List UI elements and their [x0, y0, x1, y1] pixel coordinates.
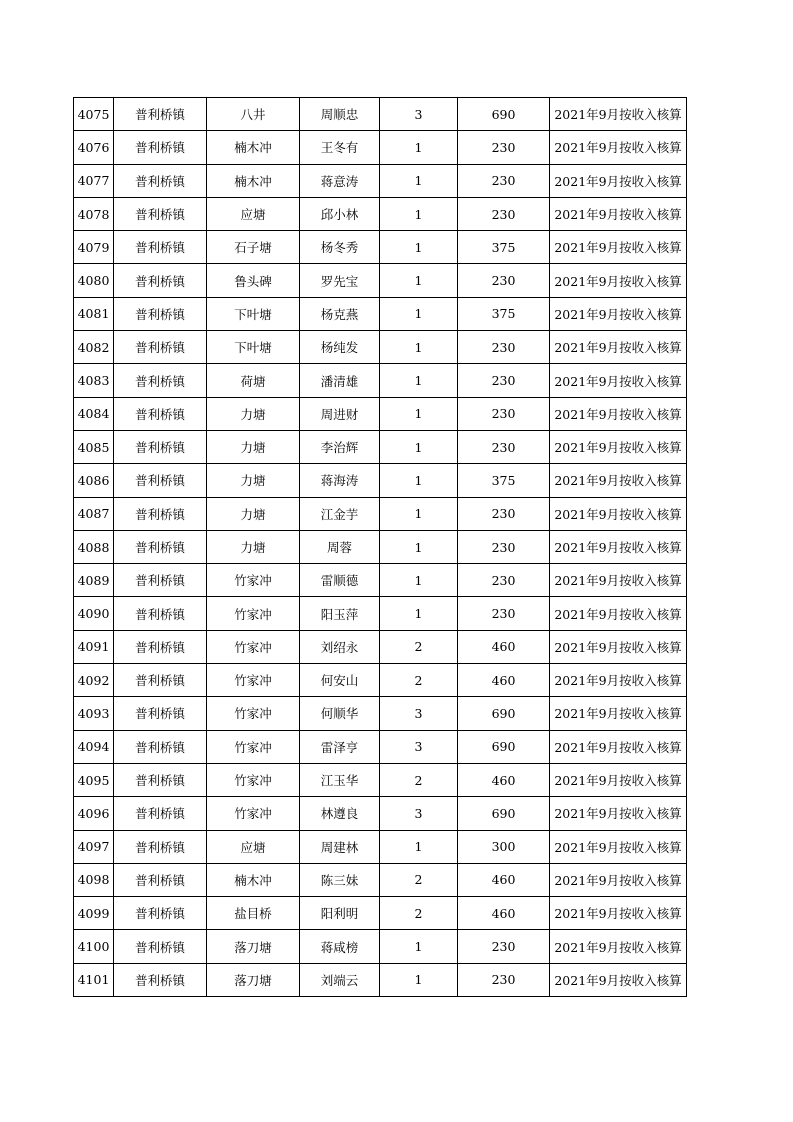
town-cell: 普利桥镇: [114, 297, 207, 330]
name-cell: 蒋意涛: [300, 164, 380, 197]
note-cell: 2021年9月按收入核算: [550, 730, 687, 763]
note-cell: 2021年9月按收入核算: [550, 963, 687, 996]
household-count-cell: 2: [380, 897, 458, 930]
village-cell: 竹家冲: [207, 730, 300, 763]
town-cell: 普利桥镇: [114, 863, 207, 896]
serial-number-cell: 4099: [74, 897, 114, 930]
town-cell: 普利桥镇: [114, 763, 207, 796]
table-row: [74, 331, 687, 364]
serial-number-cell: 4075: [74, 98, 114, 131]
town-cell: 普利桥镇: [114, 730, 207, 763]
serial-number-cell: 4076: [74, 131, 114, 164]
household-count-cell: 1: [380, 164, 458, 197]
table-row: [74, 397, 687, 430]
village-cell: 应塘: [207, 197, 300, 230]
household-count-cell: 1: [380, 430, 458, 463]
name-cell: 何顺华: [300, 697, 380, 730]
table-row: [74, 664, 687, 697]
household-count-cell: 1: [380, 331, 458, 364]
name-cell: 阳利明: [300, 897, 380, 930]
town-cell: 普利桥镇: [114, 897, 207, 930]
name-cell: 潘清雄: [300, 364, 380, 397]
household-count-cell: 1: [380, 963, 458, 996]
household-count-cell: 1: [380, 197, 458, 230]
amount-cell: 460: [458, 630, 550, 663]
name-cell: 蒋咸榜: [300, 930, 380, 963]
amount-cell: 230: [458, 963, 550, 996]
serial-number-cell: 4083: [74, 364, 114, 397]
amount-cell: 300: [458, 830, 550, 863]
town-cell: 普利桥镇: [114, 197, 207, 230]
table-row: [74, 797, 687, 830]
serial-number-cell: 4097: [74, 830, 114, 863]
note-cell: 2021年9月按收入核算: [550, 430, 687, 463]
serial-number-cell: 4090: [74, 597, 114, 630]
note-cell: 2021年9月按收入核算: [550, 930, 687, 963]
town-cell: 普利桥镇: [114, 464, 207, 497]
name-cell: 周进财: [300, 397, 380, 430]
town-cell: 普利桥镇: [114, 264, 207, 297]
household-count-cell: 1: [380, 830, 458, 863]
note-cell: 2021年9月按收入核算: [550, 630, 687, 663]
village-cell: 竹家冲: [207, 697, 300, 730]
amount-cell: 690: [458, 730, 550, 763]
serial-number-cell: 4082: [74, 331, 114, 364]
note-cell: 2021年9月按收入核算: [550, 464, 687, 497]
name-cell: 林遵良: [300, 797, 380, 830]
table-row: [74, 930, 687, 963]
household-count-cell: 2: [380, 863, 458, 896]
note-cell: 2021年9月按收入核算: [550, 331, 687, 364]
name-cell: 刘端云: [300, 963, 380, 996]
note-cell: 2021年9月按收入核算: [550, 897, 687, 930]
amount-cell: 230: [458, 131, 550, 164]
serial-number-cell: 4086: [74, 464, 114, 497]
name-cell: 蒋海涛: [300, 464, 380, 497]
note-cell: 2021年9月按收入核算: [550, 497, 687, 530]
household-count-cell: 1: [380, 497, 458, 530]
table-row: [74, 597, 687, 630]
name-cell: 罗先宝: [300, 264, 380, 297]
note-cell: 2021年9月按收入核算: [550, 231, 687, 264]
amount-cell: 230: [458, 331, 550, 364]
serial-number-cell: 4081: [74, 297, 114, 330]
amount-cell: 460: [458, 664, 550, 697]
village-cell: 力塘: [207, 464, 300, 497]
town-cell: 普利桥镇: [114, 697, 207, 730]
note-cell: 2021年9月按收入核算: [550, 697, 687, 730]
village-cell: 竹家冲: [207, 763, 300, 796]
household-count-cell: 1: [380, 597, 458, 630]
village-cell: 落刀塘: [207, 963, 300, 996]
name-cell: 杨纯发: [300, 331, 380, 364]
household-count-cell: 1: [380, 530, 458, 563]
household-count-cell: 2: [380, 763, 458, 796]
household-count-cell: 3: [380, 697, 458, 730]
serial-number-cell: 4095: [74, 763, 114, 796]
town-cell: 普利桥镇: [114, 331, 207, 364]
serial-number-cell: 4096: [74, 797, 114, 830]
town-cell: 普利桥镇: [114, 963, 207, 996]
village-cell: 荷塘: [207, 364, 300, 397]
village-cell: 竹家冲: [207, 664, 300, 697]
name-cell: 刘绍永: [300, 630, 380, 663]
table-row: [74, 464, 687, 497]
serial-number-cell: 4084: [74, 397, 114, 430]
name-cell: 阳玉萍: [300, 597, 380, 630]
note-cell: 2021年9月按收入核算: [550, 164, 687, 197]
town-cell: 普利桥镇: [114, 231, 207, 264]
note-cell: 2021年9月按收入核算: [550, 264, 687, 297]
amount-cell: 230: [458, 497, 550, 530]
household-count-cell: 2: [380, 630, 458, 663]
household-count-cell: 3: [380, 98, 458, 131]
serial-number-cell: 4098: [74, 863, 114, 896]
table-row: [74, 863, 687, 896]
household-count-cell: 1: [380, 364, 458, 397]
amount-cell: 690: [458, 98, 550, 131]
note-cell: 2021年9月按收入核算: [550, 597, 687, 630]
household-count-cell: 1: [380, 297, 458, 330]
village-cell: 竹家冲: [207, 797, 300, 830]
amount-cell: 690: [458, 697, 550, 730]
name-cell: 周建林: [300, 830, 380, 863]
table-row: [74, 830, 687, 863]
village-cell: 下叶塘: [207, 331, 300, 364]
village-cell: 应塘: [207, 830, 300, 863]
serial-number-cell: 4078: [74, 197, 114, 230]
note-cell: 2021年9月按收入核算: [550, 98, 687, 131]
table-row: [74, 231, 687, 264]
amount-cell: 230: [458, 530, 550, 563]
town-cell: 普利桥镇: [114, 497, 207, 530]
village-cell: 楠木冲: [207, 164, 300, 197]
household-count-cell: 1: [380, 397, 458, 430]
village-cell: 力塘: [207, 430, 300, 463]
town-cell: 普利桥镇: [114, 930, 207, 963]
table-row: [74, 763, 687, 796]
serial-number-cell: 4094: [74, 730, 114, 763]
village-cell: 力塘: [207, 497, 300, 530]
household-count-cell: 1: [380, 464, 458, 497]
name-cell: 周蓉: [300, 530, 380, 563]
village-cell: 楠木冲: [207, 131, 300, 164]
amount-cell: 690: [458, 797, 550, 830]
town-cell: 普利桥镇: [114, 830, 207, 863]
note-cell: 2021年9月按收入核算: [550, 397, 687, 430]
town-cell: 普利桥镇: [114, 397, 207, 430]
town-cell: 普利桥镇: [114, 564, 207, 597]
amount-cell: 230: [458, 364, 550, 397]
amount-cell: 460: [458, 763, 550, 796]
table-row: [74, 530, 687, 563]
amount-cell: 375: [458, 297, 550, 330]
note-cell: 2021年9月按收入核算: [550, 664, 687, 697]
amount-cell: 230: [458, 930, 550, 963]
amount-cell: 375: [458, 231, 550, 264]
amount-cell: 230: [458, 397, 550, 430]
table-row: [74, 697, 687, 730]
serial-number-cell: 4085: [74, 430, 114, 463]
household-count-cell: 3: [380, 797, 458, 830]
note-cell: 2021年9月按收入核算: [550, 797, 687, 830]
amount-cell: 230: [458, 164, 550, 197]
table-row: [74, 98, 687, 131]
note-cell: 2021年9月按收入核算: [550, 530, 687, 563]
household-count-cell: 1: [380, 231, 458, 264]
table-row: [74, 564, 687, 597]
table-row: [74, 630, 687, 663]
household-count-cell: 1: [380, 131, 458, 164]
note-cell: 2021年9月按收入核算: [550, 364, 687, 397]
village-cell: 竹家冲: [207, 564, 300, 597]
table-row: [74, 197, 687, 230]
town-cell: 普利桥镇: [114, 364, 207, 397]
town-cell: 普利桥镇: [114, 797, 207, 830]
serial-number-cell: 4100: [74, 930, 114, 963]
town-cell: 普利桥镇: [114, 664, 207, 697]
table-row: [74, 897, 687, 930]
serial-number-cell: 4101: [74, 963, 114, 996]
note-cell: 2021年9月按收入核算: [550, 830, 687, 863]
village-cell: 下叶塘: [207, 297, 300, 330]
household-count-cell: 2: [380, 664, 458, 697]
village-cell: 石子塘: [207, 231, 300, 264]
town-cell: 普利桥镇: [114, 530, 207, 563]
note-cell: 2021年9月按收入核算: [550, 297, 687, 330]
serial-number-cell: 4093: [74, 697, 114, 730]
note-cell: 2021年9月按收入核算: [550, 197, 687, 230]
village-cell: 竹家冲: [207, 597, 300, 630]
name-cell: 王冬有: [300, 131, 380, 164]
town-cell: 普利桥镇: [114, 597, 207, 630]
name-cell: 陈三妹: [300, 863, 380, 896]
name-cell: 江金芋: [300, 497, 380, 530]
serial-number-cell: 4092: [74, 664, 114, 697]
name-cell: 雷泽亨: [300, 730, 380, 763]
name-cell: 杨克燕: [300, 297, 380, 330]
table-row: [74, 297, 687, 330]
amount-cell: 230: [458, 564, 550, 597]
table-row: [74, 963, 687, 996]
amount-cell: 230: [458, 597, 550, 630]
village-cell: 力塘: [207, 530, 300, 563]
town-cell: 普利桥镇: [114, 131, 207, 164]
name-cell: 李治辉: [300, 430, 380, 463]
serial-number-cell: 4089: [74, 564, 114, 597]
serial-number-cell: 4088: [74, 530, 114, 563]
village-cell: 八井: [207, 98, 300, 131]
village-cell: 竹家冲: [207, 630, 300, 663]
name-cell: 杨冬秀: [300, 231, 380, 264]
amount-cell: 230: [458, 197, 550, 230]
records-table-body: [74, 98, 687, 997]
amount-cell: 230: [458, 430, 550, 463]
town-cell: 普利桥镇: [114, 98, 207, 131]
table-row: [74, 430, 687, 463]
village-cell: 鲁头碑: [207, 264, 300, 297]
table-row: [74, 164, 687, 197]
town-cell: 普利桥镇: [114, 164, 207, 197]
town-cell: 普利桥镇: [114, 630, 207, 663]
village-cell: 力塘: [207, 397, 300, 430]
serial-number-cell: 4087: [74, 497, 114, 530]
amount-cell: 375: [458, 464, 550, 497]
note-cell: 2021年9月按收入核算: [550, 763, 687, 796]
amount-cell: 230: [458, 264, 550, 297]
table-row: [74, 497, 687, 530]
amount-cell: 460: [458, 897, 550, 930]
table-row: [74, 730, 687, 763]
name-cell: 何安山: [300, 664, 380, 697]
serial-number-cell: 4080: [74, 264, 114, 297]
household-count-cell: 3: [380, 730, 458, 763]
household-count-cell: 1: [380, 264, 458, 297]
note-cell: 2021年9月按收入核算: [550, 131, 687, 164]
serial-number-cell: 4091: [74, 630, 114, 663]
name-cell: 邱小林: [300, 197, 380, 230]
town-cell: 普利桥镇: [114, 430, 207, 463]
village-cell: 盐目桥: [207, 897, 300, 930]
household-count-cell: 1: [380, 564, 458, 597]
name-cell: 江玉华: [300, 763, 380, 796]
serial-number-cell: 4077: [74, 164, 114, 197]
table-row: [74, 131, 687, 164]
name-cell: 雷顺德: [300, 564, 380, 597]
name-cell: 周顺忠: [300, 98, 380, 131]
amount-cell: 460: [458, 863, 550, 896]
serial-number-cell: 4079: [74, 231, 114, 264]
note-cell: 2021年9月按收入核算: [550, 564, 687, 597]
table-row: [74, 364, 687, 397]
village-cell: 落刀塘: [207, 930, 300, 963]
table-row: [74, 264, 687, 297]
note-cell: 2021年9月按收入核算: [550, 863, 687, 896]
records-table: [73, 97, 687, 997]
village-cell: 楠木冲: [207, 863, 300, 896]
household-count-cell: 1: [380, 930, 458, 963]
